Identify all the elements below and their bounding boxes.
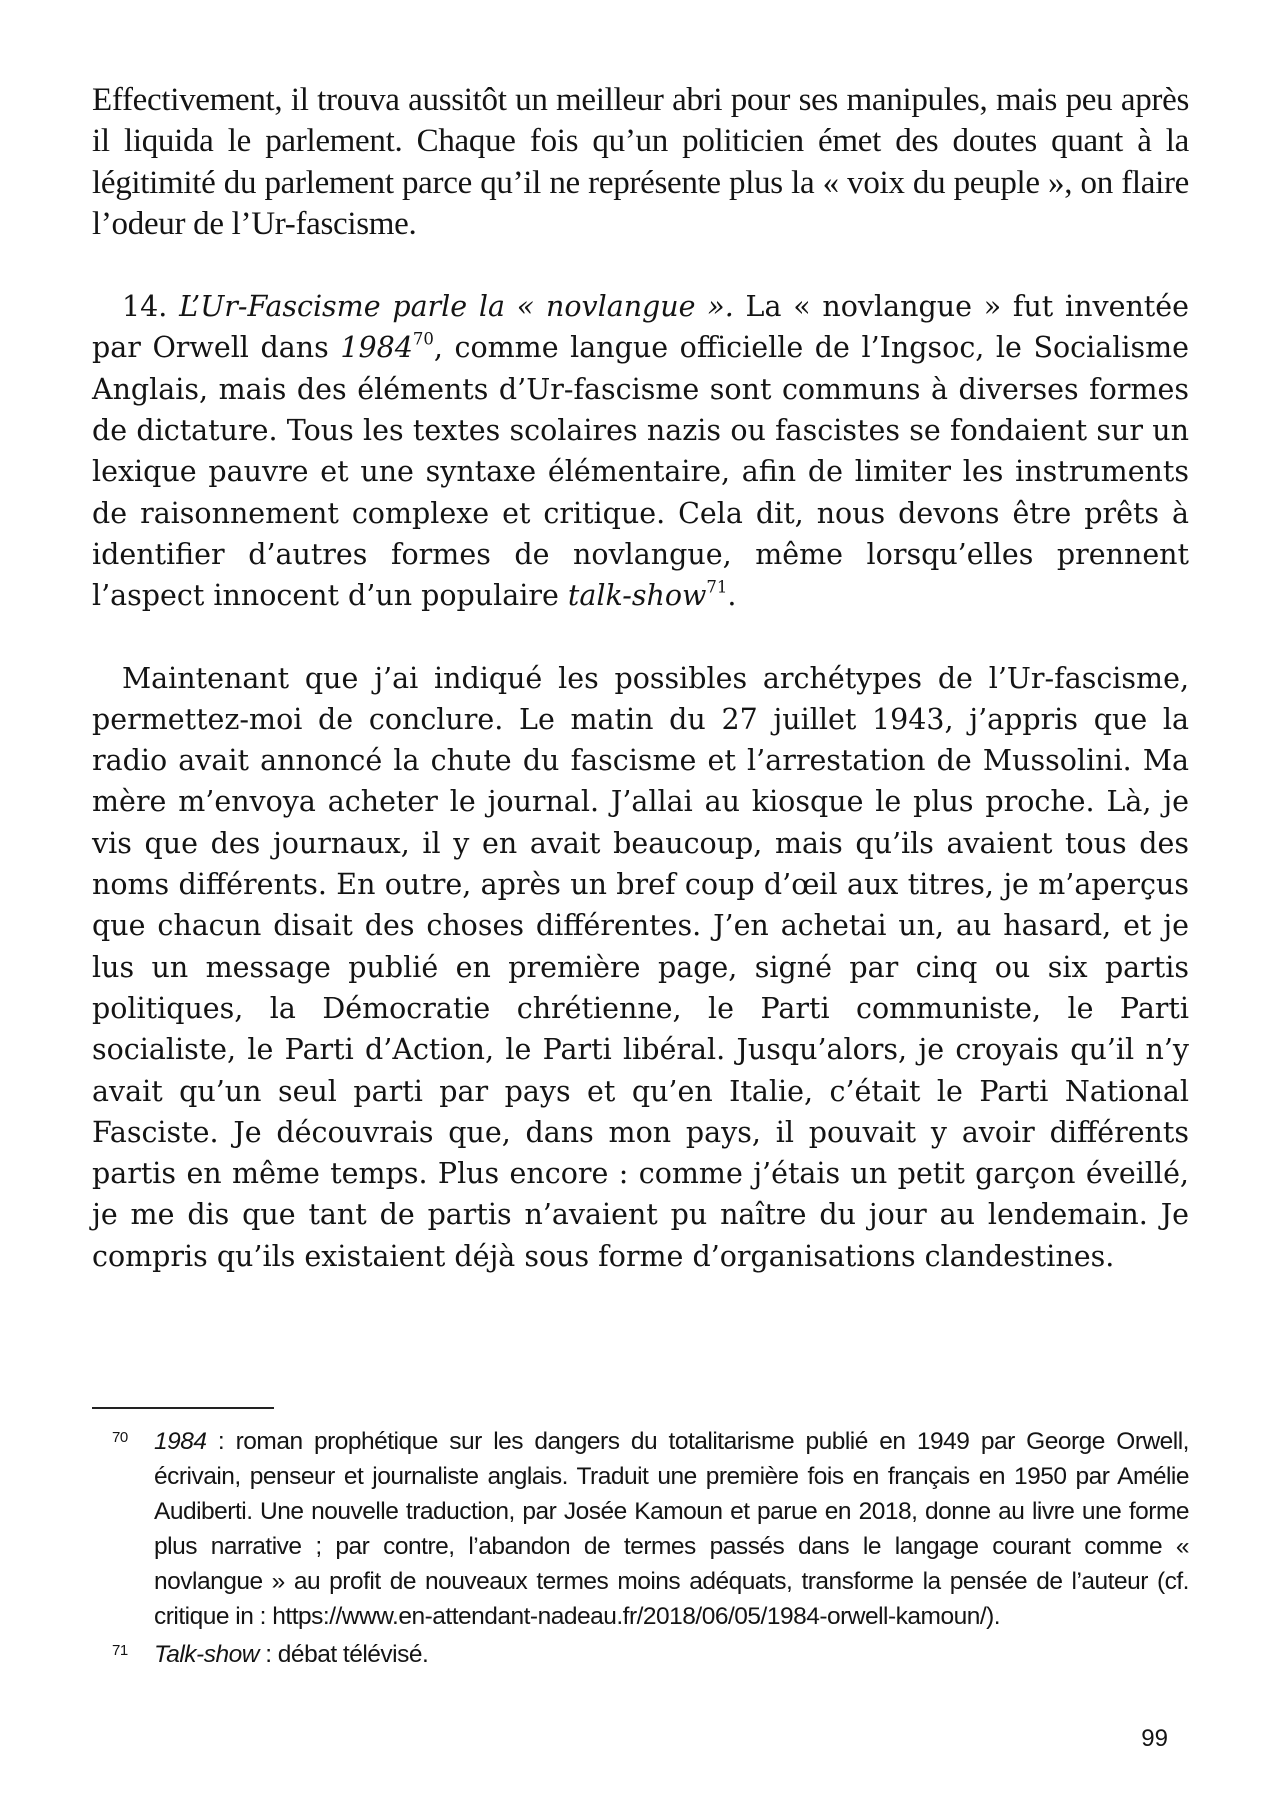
footnotes — [92, 1424, 1189, 1672]
footnote — [92, 1637, 1189, 1672]
paragraph-parliament: Effectivement, il trouva aussitôt un meilleur abri pour ses manipules, mais peu après il liquida le parlement. Chaque fois qu’un politicien émet des doutes quant à la légitimité du parlement parce qu’il ne représente plus la « voix du peuple », on flaire l’odeur de l’Ur-fascisme. — [92, 82, 1189, 242]
footnote-text: : roman prophétique sur les dangers du totalitarisme publié en 1949 par George Orwell, écrivain, penseur et journaliste anglais. Traduit une première fois en français en 1950 par Amélie Audiberti. Une nouvelle traduction, par Josée Kamoun et parue en 2018, donne au livre une forme plus narrative ; par contre, l’abandon de termes passés dans le langage courant comme « novlangue » au profit de nouveaux termes moins adéquats, transforme la pensée de l’auteur (cf. critique in : https://www.en-attendant-nadeau.fr/2018/06/05/1984-orwell-kamoun/). — [154, 1428, 1189, 1630]
book-title: 1984 — [340, 331, 413, 365]
paragraph-text: La « novlangue » fut inventée par Orwell dans — [92, 290, 1189, 365]
paragraph-text: , comme langue officielle de l’Ingsoc, le Socialisme Anglais, mais des éléments d’Ur-fascisme sont communs à diverses formes de dictature. Tous les textes scolaires nazis ou fascistes se fondaient sur un lexique pauvre et une syntaxe élémentaire, afin de limiter les instruments de raisonnement complexe et critique. Cela dit, nous devons être prêts à identifier d’autres formes de novlangue, même lorsqu’elles prennent l’aspect innocent d’un populaire — [92, 331, 1189, 613]
section-title: L’Ur-Fascisme parle la « novlangue ». — [179, 290, 734, 324]
footnote-lead: Talk-show — [154, 1641, 259, 1668]
page-number: 99 — [1141, 1725, 1168, 1752]
body-text — [92, 80, 1189, 1277]
paragraph-conclusion: Maintenant que j’ai indiqué les possibles archétypes de l’Ur-fascisme, permettez-moi de conclure. Le matin du 27 juillet 1943, j’appris que la radio avait annoncé la chute du fascisme et l’arrestation de Mussolini. Ma mère m’envoya acheter le journal. J’allai au kiosque le plus proche. Là, je vis que des journaux, il y en avait beaucoup, mais qu’ils avaient tous des noms différents. En outre, après un bref coup d’œil aux titres, je m’aperçus que chacun disait des choses différentes. J’en achetai un, au hasard, et je lus un message publié en première page, signé par cinq ou six partis politiques, la Démocratie chrétienne, le Parti communiste, le Parti socialiste, le Parti d’Action, le Parti libéral. Jusqu’alors, je croyais qu’il n’y avait qu’un seul parti par pays et qu’en Italie, c’était le Parti National Fasciste. Je découvrais que, dans mon pays, il pouvait y avoir différents partis en même temps. Plus encore : comme j’étais un petit garçon éveillé, je me dis que tant de partis n’avaient pu naître du jour au lendemain. Je compris qu’ils existaient déjà sous forme d’organisations clandestines. — [92, 661, 1189, 1273]
footnote-number: 71 — [112, 1642, 128, 1659]
footnote-number: 70 — [112, 1429, 128, 1446]
term-talk-show: talk-show — [567, 579, 707, 613]
footnote-separator — [92, 1407, 274, 1409]
footnote-text: : débat télévisé. — [258, 1641, 429, 1668]
section-number: 14. — [122, 290, 168, 324]
footnote-lead: 1984 — [154, 1428, 207, 1455]
footnote-reference: 71 — [706, 577, 728, 597]
paragraph-text: . — [727, 579, 737, 613]
footnote-reference: 70 — [412, 330, 434, 350]
paragraph-newspeak — [92, 286, 1189, 616]
footnote — [92, 1424, 1189, 1634]
